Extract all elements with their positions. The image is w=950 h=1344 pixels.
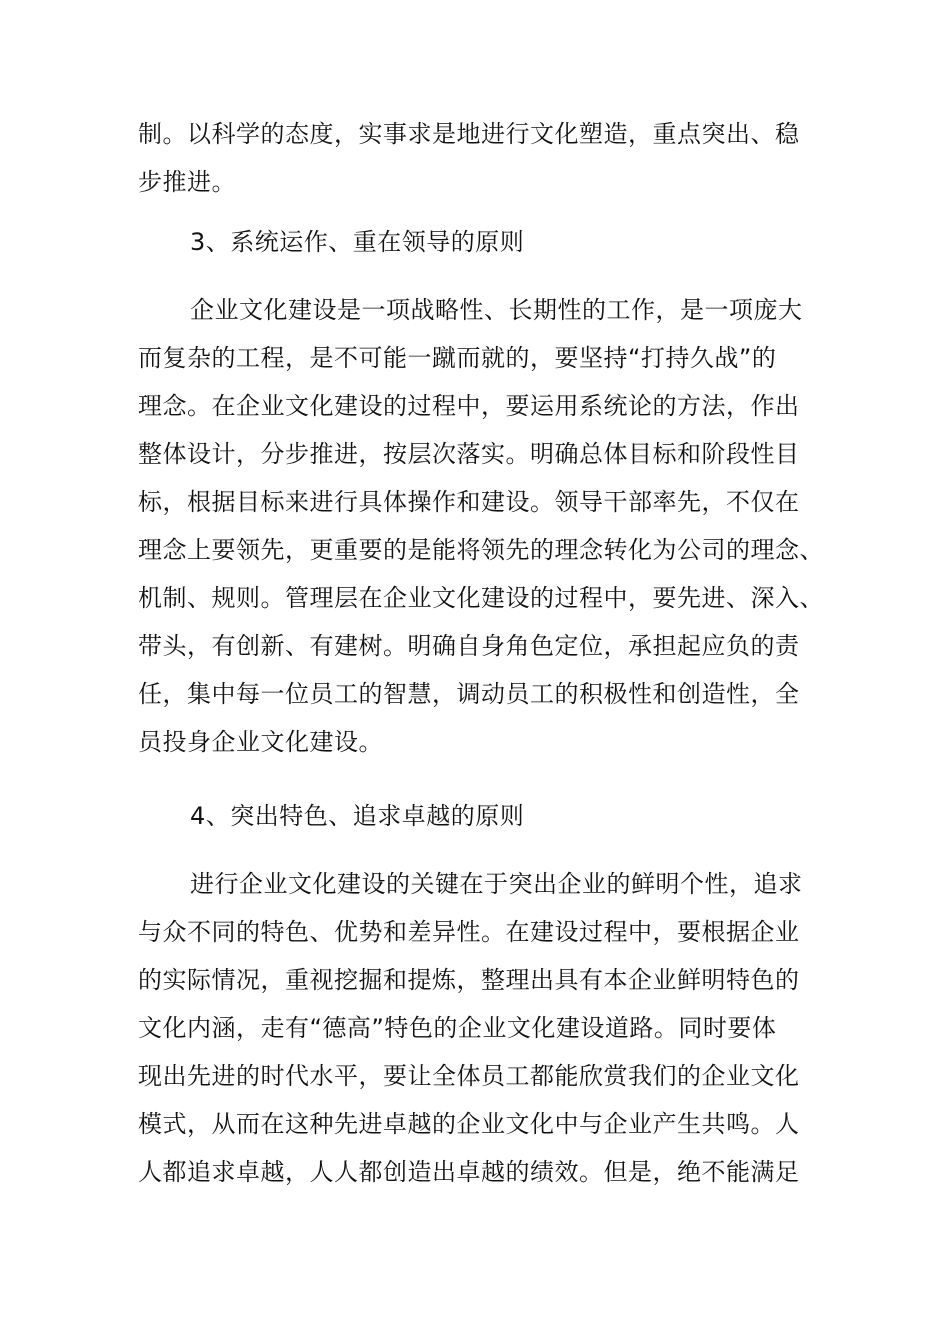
- paragraph-line: 现出先进的时代水平，要让全体员工都能欣赏我们的企业文化: [138, 1062, 800, 1090]
- paragraph-line: 企业文化建设是一项战略性、长期性的工作，是一项庞大: [190, 296, 803, 324]
- paragraph-line: 机制、规则。管理层在企业文化建设的过程中，要先进、深入、: [138, 584, 824, 612]
- paragraph-line: 步推进。: [138, 168, 236, 196]
- paragraph-line: 整体设计，分步推进，按层次落实。明确总体目标和阶段性目: [138, 440, 800, 468]
- heading-text: 3、系统运作、重在领导的原则: [190, 228, 525, 256]
- paragraph-line: 进行企业文化建设的关键在于突出企业的鲜明个性，追求: [190, 870, 803, 898]
- paragraph-line: 人都追求卓越，人人都创造出卓越的绩效。但是，绝不能满足: [138, 1158, 800, 1186]
- paragraph-line: 标，根据目标来进行具体操作和建设。领导干部率先，不仅在: [138, 488, 800, 516]
- paragraph-line: 而复杂的工程，是不可能一蹴而就的，要坚持“打持久战”的: [138, 344, 777, 372]
- paragraph-distinctive-features: [138, 860, 810, 1196]
- paragraph-line: 的实际情况，重视挖掘和提炼，整理出具有本企业鲜明特色的: [138, 966, 800, 994]
- paragraph-system-operation: [138, 286, 824, 766]
- heading-text: 4、突出特色、追求卓越的原则: [190, 802, 525, 830]
- paragraph-line: 模式，从而在这种先进卓越的企业文化中与企业产生共鸣。人: [138, 1110, 800, 1138]
- paragraph-line: 文化内涵，走有“德高”特色的企业文化建设道路。同时要体: [138, 1014, 777, 1042]
- section-heading-3: [138, 218, 810, 266]
- paragraph-line: 理念。在企业文化建设的过程中，要运用系统论的方法，作出: [138, 392, 800, 420]
- paragraph-line: 与众不同的特色、优势和差异性。在建设过程中，要根据企业: [138, 918, 800, 946]
- paragraph-line: 理念上要领先，更重要的是能将领先的理念转化为公司的理念、: [138, 536, 824, 564]
- paragraph-line: 制。以科学的态度，实事求是地进行文化塑造，重点突出、稳: [138, 120, 800, 148]
- paragraph-line: 带头，有创新、有建树。明确自身角色定位，承担起应负的责: [138, 632, 800, 660]
- section-heading-4: [138, 792, 810, 840]
- paragraph-line: 员投身企业文化建设。: [138, 728, 383, 756]
- paragraph-line: 任，集中每一位员工的智慧，调动员工的积极性和创造性，全: [138, 680, 800, 708]
- paragraph-continuation: [138, 110, 810, 206]
